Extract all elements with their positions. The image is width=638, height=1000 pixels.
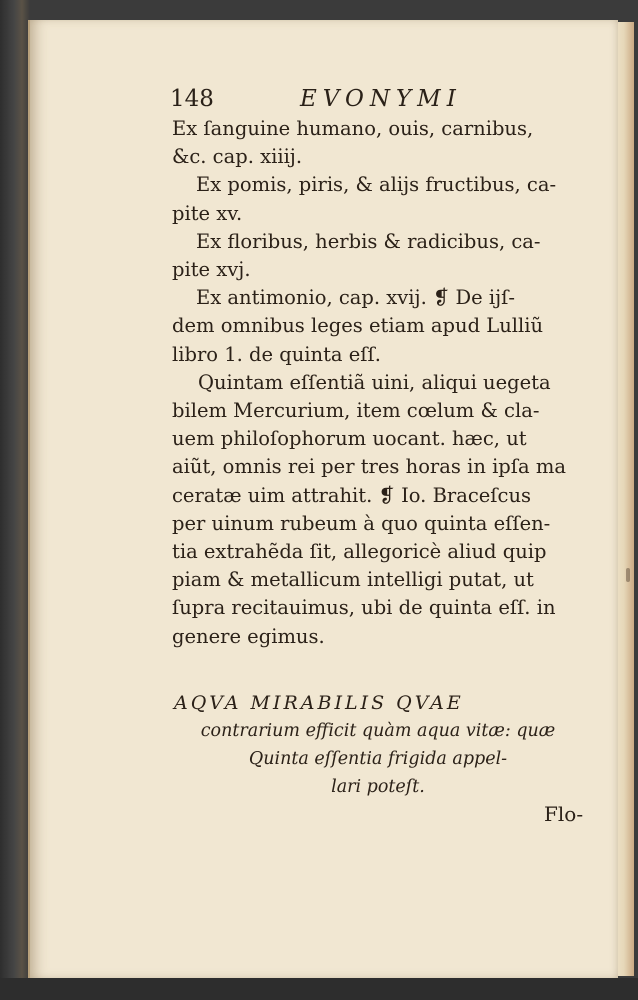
text-line: ceratæ uim attrahit. ❡ Io. Braceſcus bbox=[172, 483, 532, 507]
text-line: pite xv. bbox=[172, 201, 243, 225]
text-line: per uinum rubeum à quo quinta eſſen- bbox=[172, 511, 551, 535]
heading-line: lari poteſt. bbox=[331, 777, 425, 797]
text-line: aiũt, omnis rei per tres horas in ipſa ma bbox=[172, 455, 566, 479]
text-line: pite xvj. bbox=[172, 258, 251, 282]
text-line: libro 1. de quinta eſſ. bbox=[172, 342, 381, 366]
running-title: EVONYMI bbox=[300, 86, 462, 112]
text-line: Ex antimonio, cap. xvij. ❡ De ijſ- bbox=[196, 286, 515, 310]
scan-bottom-border bbox=[0, 978, 638, 1000]
text-line: tia extrahẽda ſit, allegoricè aliud quip bbox=[172, 540, 547, 564]
page-number: 148 bbox=[170, 86, 214, 112]
text-line: &c. cap. xiiij. bbox=[172, 145, 303, 169]
text-line: bilem Mercurium, item cœlum & cla- bbox=[172, 399, 540, 423]
text-line: Quintam eſſentiã uini, aliqui uegeta bbox=[198, 370, 551, 394]
text-line: ſupra recitauimus, ubi de quinta eſſ. in bbox=[172, 596, 556, 620]
text-line: Ex floribus, herbis & radicibus, ca- bbox=[196, 229, 541, 253]
catchword: Flo- bbox=[544, 802, 584, 826]
text-line: Ex pomis, piris, & alijs fructibus, ca- bbox=[196, 173, 557, 197]
heading-line: Quinta eſſentia frigida appel- bbox=[248, 749, 508, 769]
heading-line: contrarium efficit quàm aqua vitæ: quæ bbox=[200, 721, 556, 741]
text-line: dem omnibus leges etiam apud Lulliũ bbox=[172, 314, 544, 338]
page-edge-mark bbox=[626, 568, 630, 582]
text-line: Ex ſanguine humano, ouis, carnibus, bbox=[172, 117, 534, 140]
section-heading bbox=[172, 690, 584, 801]
heading-caps-line: AQVA MIRABILIS QVAE bbox=[174, 692, 464, 714]
text-line: uem philoſophorum uocant. hæc, ut bbox=[172, 427, 527, 451]
body-text bbox=[172, 115, 592, 651]
text-line: piam & metallicum intelligi putat, ut bbox=[172, 568, 534, 592]
text-line: genere egimus. bbox=[172, 624, 325, 648]
